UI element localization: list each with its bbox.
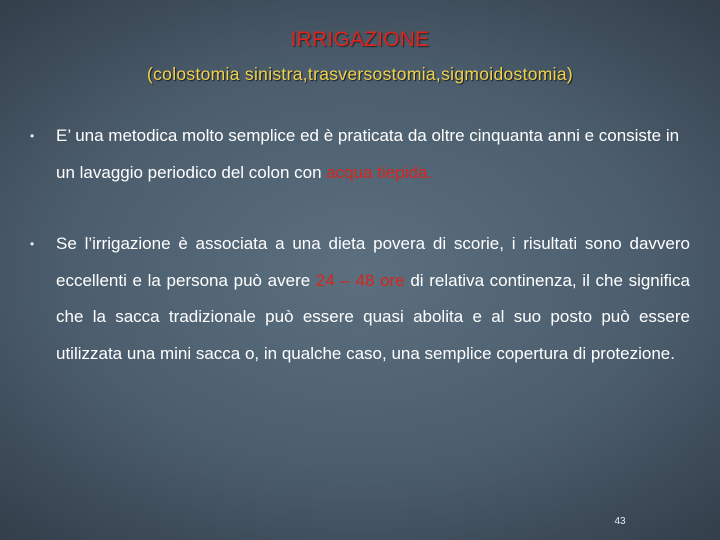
bullet-text [56, 118, 690, 191]
bullet-text [56, 226, 690, 372]
bullet-item [30, 118, 690, 191]
bullet-icon: • [30, 129, 35, 143]
bullet-text-part: Se l’irrigazione è associata a una dieta povera di scorie, i risultati sono davvero eccellenti e la persona può avere [56, 234, 690, 290]
bullet-highlight: 24 – 48 ore [315, 270, 405, 290]
slide-subtitle: (colostomia sinistra,trasversostomia,sigmoidostomia) [146, 64, 573, 84]
bullet-text-part: E’ una metodica molto semplice ed è praticata da oltre cinquanta anni e consiste in un lavaggio periodico del colon con [56, 126, 680, 182]
page-number: 43 [614, 516, 626, 527]
bullet-icon: • [30, 237, 35, 251]
slide-title: IRRIGAZIONE [290, 28, 430, 51]
bullet-highlight: acqua tiepida. [326, 162, 433, 182]
bullet-text-part: di relativa continenza, il che significa che la sacca tradizionale può essere quasi abolita e al suo posto può essere utilizzata una mini sacca o, in qualche caso, una semplice copertura di protezione. [56, 270, 690, 363]
bullet-item [30, 226, 690, 372]
